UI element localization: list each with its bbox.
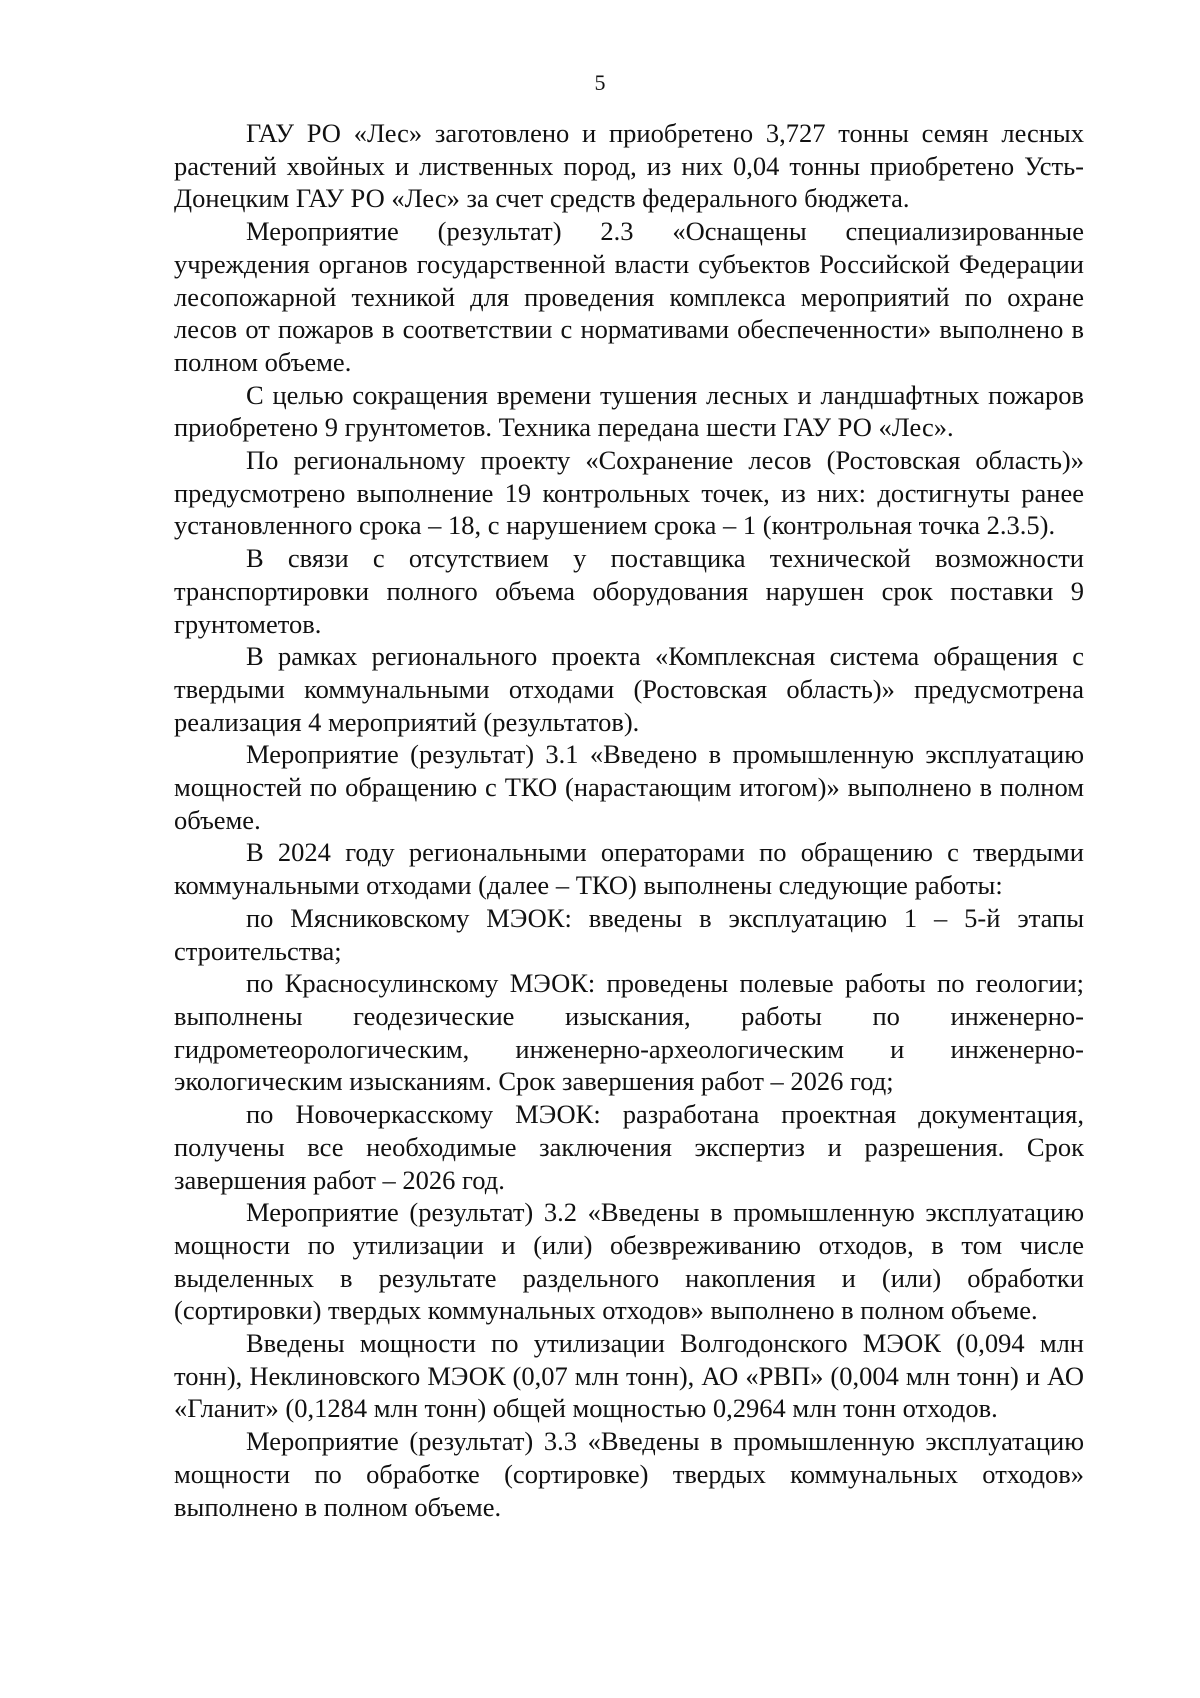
paragraph-2024-works: В 2024 году региональными операторами по обращению с твердыми коммунальными отходами (далее – ТКО) выполнены следующие работы: [174, 837, 1084, 901]
paragraph-measure-3-2: Мероприятие (результат) 3.2 «Введены в промышленную эксплуатацию мощности по утилизации и (или) обезвреживанию отходов, в том числе выделенных в результате раздельного накопления и (или) обработки (сортировки) твердых коммунальных отходов» выполнено в полном объеме. [174, 1197, 1084, 1326]
paragraph-myasnikovsky: по Мясниковскому МЭОК: введены в эксплуатацию 1 – 5-й этапы строительства; [174, 902, 1084, 966]
paragraph-delivery-delay: В связи с отсутствием у поставщика технической возможности транспортировки полного объема оборудования нарушен срок поставки 9 грунтометов. [174, 543, 1084, 639]
paragraph-measure-3-1: Мероприятие (результат) 3.1 «Введено в промышленную эксплуатацию мощностей по обращению с ТКО (нарастающим итогом)» выполнено в полном объеме. [174, 739, 1084, 835]
document-body [174, 117, 1084, 1523]
paragraph-measure-2-3: Мероприятие (результат) 2.3 «Оснащены специализированные учреждения органов государственной власти субъектов Российской Федерации лесопожарной техникой для проведения комплекса мероприятий по охране лесов от пожаров в соответствии с нормативами обеспеченности» выполнено в полном объеме. [174, 216, 1084, 377]
paragraph-waste-project: В рамках регионального проекта «Комплексная система обращения с твердыми коммунальными отходами (Ростовская область)» предусмотрена реализация 4 мероприятий (результатов). [174, 641, 1084, 737]
paragraph-control-points: По региональному проекту «Сохранение лесов (Ростовская область)» предусмотрено выполнение 19 контрольных точек, из них: достигнуты ранее установленного срока – 18, с нарушением срока – 1 (контрольная точка 2.3.5). [174, 445, 1084, 541]
paragraph-ground-throwers: С целью сокращения времени тушения лесных и ландшафтных пожаров приобретено 9 грунтометов. Техника передана шести ГАУ РО «Лес». [174, 379, 1084, 443]
paragraph-seed-procurement: ГАУ РО «Лес» заготовлено и приобретено 3,727 тонны семян лесных растений хвойных и лиственных пород, из них 0,04 тонны приобретено Усть-Донецким ГАУ РО «Лес» за счет средств федерального бюджета. [174, 118, 1084, 214]
page-number: 5 [594, 70, 606, 95]
paragraph-measure-3-3: Мероприятие (результат) 3.3 «Введены в промышленную эксплуатацию мощности по обработке (сортировке) твердых коммунальных отходов» выполнено в полном объеме. [174, 1426, 1084, 1522]
paragraph-novocherkassky: по Новочеркасскому МЭОК: разработана проектная документация, получены все необходимые заключения экспертиз и разрешения. Срок завершения работ – 2026 год. [174, 1099, 1084, 1195]
paragraph-capacities: Введены мощности по утилизации Волгодонского МЭОК (0,094 млн тонн), Неклиновского МЭОК (0,07 млн тонн), АО «РВП» (0,004 млн тонн) и АО «Гланит» (0,1284 млн тонн) общей мощностью 0,2964 млн тонн отходов. [174, 1328, 1084, 1424]
paragraph-krasnosulinsky: по Красносулинскому МЭОК: проведены полевые работы по геологии; выполнены геодезические изыскания, работы по инженерно-гидрометеорологическим, инженерно-археологическим и инженерно-экологическим изысканиям. Срок завершения работ – 2026 год; [174, 968, 1084, 1097]
